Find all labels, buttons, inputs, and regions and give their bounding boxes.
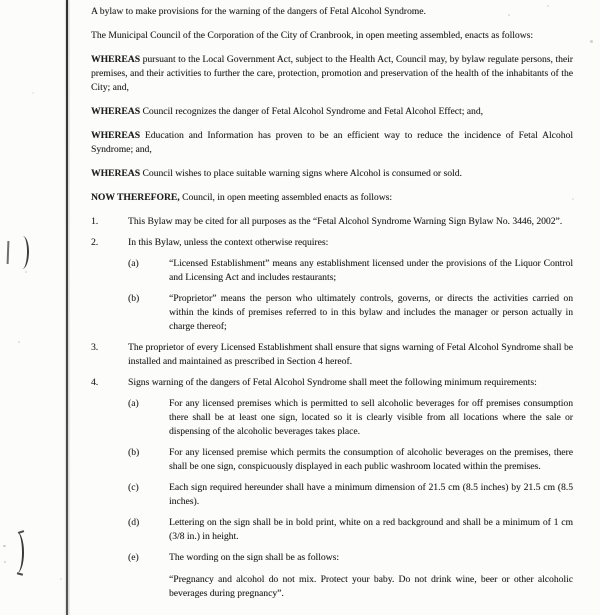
page-edge-scan-line [66, 0, 68, 615]
whereas-text: Council recognizes the danger of Fetal Alcohol Syndrome and Fetal Alcohol Effect; and, [140, 106, 484, 117]
subsection-text: Lettering on the sign shall be in bold print, white on a red background and shall be a minimum of 1 cm (3/8 in.) in height. [169, 517, 573, 542]
section-body [128, 236, 573, 334]
whereas-clause [91, 105, 573, 119]
subsection-letter: (a) [128, 398, 139, 409]
now-therefore-text: Council, in open meeting assembled enacts as follows: [179, 192, 393, 203]
subsection-letter: (c) [128, 482, 139, 493]
scan-speckle [32, 92, 34, 94]
section-text: This Bylaw may be cited for all purposes as the “Fetal Alcohol Syndrome Warning Sign Bylaw No. 3446, 2002”. [128, 216, 563, 227]
now-therefore-clause [91, 191, 573, 205]
subsection-letter: (b) [128, 447, 140, 458]
whereas-keyword: WHEREAS [91, 106, 141, 117]
subsection-text: “Licensed Establishment” means any establishment licensed under the provisions of the Liquor Control and Licensing Act and includes restaurants; [169, 258, 573, 283]
pen-mark-stroke [7, 241, 9, 264]
subsection-item [128, 446, 573, 474]
subsection-letter: (a) [128, 258, 139, 269]
whereas-text: Education and Information has proven to be an efficient way to reduce the incidence of Fetal Alcohol Syndrome; and, [91, 130, 573, 155]
whereas-keyword: WHEREAS [91, 168, 141, 179]
subsection-letter: (e) [128, 552, 139, 563]
section-number: 2. [91, 237, 99, 248]
enactment-clause: The Municipal Council of the Corporation of the City of Cranbrook, in open meeting assembled, enacts as follows: [91, 30, 534, 41]
section-text: The proprietor of every Licensed Establishment shall ensure that signs warning of Fetal Alcohol Syndrome shall be installed and maintained as prescribed in Section 4 hereof. [128, 342, 573, 367]
pen-mark-parenthesis [10, 532, 24, 573]
subsection-item [128, 257, 573, 285]
subsection-item [128, 481, 573, 509]
subsection-text: For any licensed premise which permits the consumption of alcoholic beverages on the premises, there shall be one sign, conspicuously displayed in each public washroom located within the premises. [169, 447, 573, 472]
bylaw-title: A bylaw to make provisions for the warning of the dangers of Fetal Alcohol Syndrome. [91, 6, 426, 17]
section-item [91, 236, 573, 334]
pen-mark-parenthesis [16, 236, 30, 269]
section-text: Signs warning of the dangers of Fetal Alcohol Syndrome shall meet the following minimum requirements: [128, 377, 537, 388]
section-text: In this Bylaw, unless the context otherwise requires: [128, 237, 329, 248]
section-number: 3. [91, 342, 99, 353]
scan-speckle [4, 561, 6, 563]
subsection-letter: (b) [128, 293, 140, 304]
scan-speckle [25, 271, 27, 273]
section-number: 1. [91, 216, 99, 227]
now-therefore-keyword: NOW THEREFORE, [91, 192, 180, 203]
whereas-clause [91, 167, 573, 181]
whereas-clause [91, 129, 573, 157]
section-body [128, 215, 573, 229]
sign-wording-quote: “Pregnancy and alcohol do not mix. Protect your baby. Do not drink wine, beer or other alcoholic beverages during pregnancy”. [169, 574, 573, 599]
whereas-clause [91, 53, 573, 95]
scan-speckle [590, 40, 593, 43]
document-content [91, 5, 573, 608]
subsection-item [128, 397, 573, 439]
subsection-text: The wording on the sign shall be as follows: [169, 552, 339, 563]
section-item [91, 341, 573, 369]
whereas-keyword: WHEREAS [91, 54, 141, 65]
scan-speckle [60, 578, 62, 580]
subsection-item [128, 516, 573, 544]
subsection-text: Each sign required hereunder shall have a minimum dimension of 21.5 cm (8.5 inches) by 21.5 cm (8.5 inches). [169, 482, 573, 507]
section-body [128, 341, 573, 369]
scan-speckle [18, 341, 20, 343]
section-number: 4. [91, 377, 99, 388]
whereas-text: Council wishes to place suitable warning signs where Alcohol is consumed or sold. [140, 168, 462, 179]
subsection-letter: (d) [128, 517, 140, 528]
scan-speckle [3, 545, 6, 547]
subsection-text: For any licensed premises which is permitted to sell alcoholic beverages for off premises consumption there shall be at least one sign, located so it is clearly visible from all locations where the sale or dispensing of the alcoholic beverages takes place. [169, 398, 573, 437]
whereas-keyword: WHEREAS [91, 130, 141, 141]
subsection-text: “Proprietor” means the person who ultimately controls, governs, or directs the activities carried on within the kinds of premises referred to in this bylaw and includes the manager or person actually in charge thereof; [169, 293, 573, 332]
subsection-item [128, 292, 573, 334]
section-item [91, 215, 573, 229]
whereas-text: pursuant to the Local Government Act, subject to the Health Act, Council may, by bylaw regulate persons, their premises, and their activities to further the care, protection, promotion and preservation of the health of the inhabitants of the City; and, [91, 54, 573, 93]
section-body [128, 376, 573, 601]
subsection-item [128, 551, 573, 565]
section-item [91, 376, 573, 601]
